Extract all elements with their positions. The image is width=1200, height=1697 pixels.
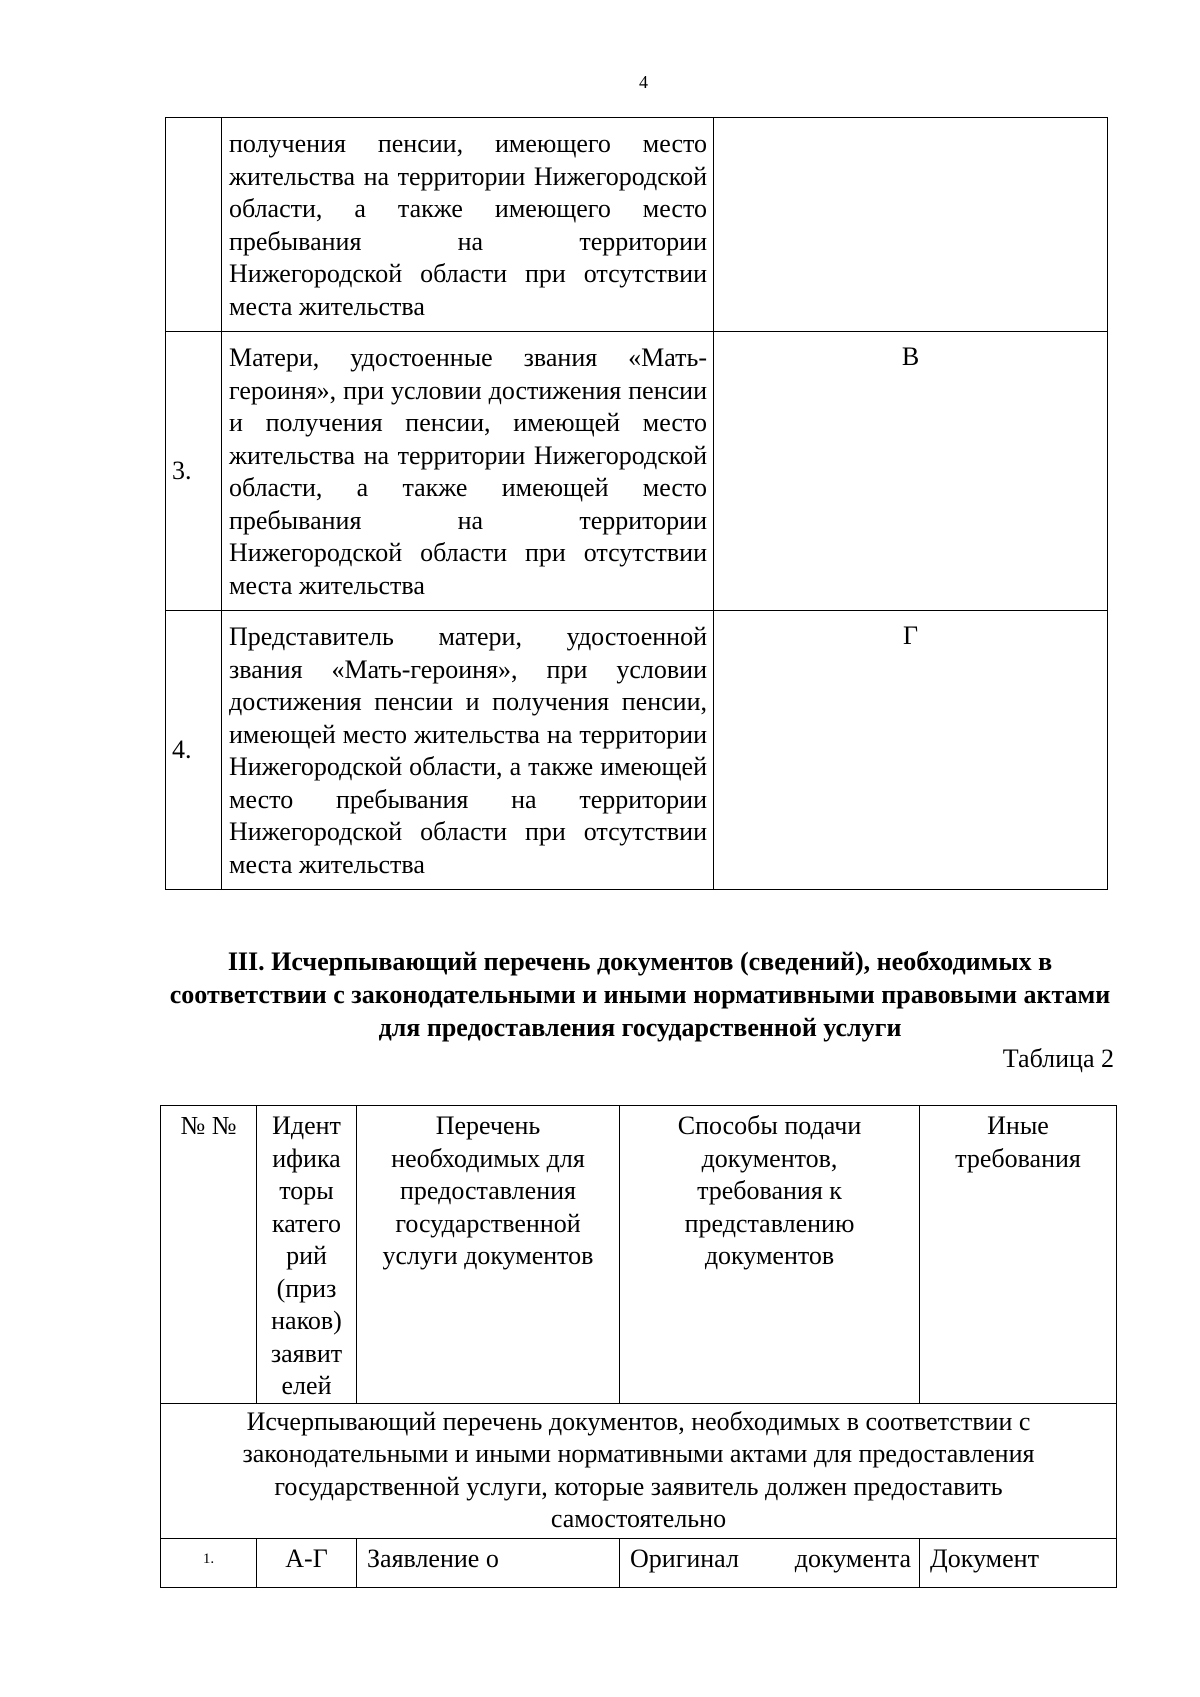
header-other: Иные требования bbox=[920, 1106, 1117, 1404]
table-label: Таблица 2 bbox=[1002, 1044, 1114, 1073]
row-number: 1. bbox=[161, 1538, 257, 1587]
categories-table bbox=[165, 117, 1108, 890]
table-header-row bbox=[161, 1106, 1117, 1404]
header-submission: Способы подачи документов, требования к представлению документов bbox=[620, 1106, 920, 1404]
header-num: № № bbox=[161, 1106, 257, 1404]
header-identifiers: Идент ифика торы катего рий (приз наков) заявит елей bbox=[257, 1106, 357, 1404]
category-code: Г bbox=[714, 611, 1108, 890]
category-description: получения пенсии, имеющего место жительства на территории Нижегородской области, а также имеющего место пребывания на территории Нижегородской области при отсутствии места жительства bbox=[222, 118, 714, 332]
table-row bbox=[166, 332, 1108, 611]
category-code bbox=[714, 118, 1108, 332]
row-other: Документ bbox=[920, 1538, 1117, 1587]
row-number: 3. bbox=[166, 332, 222, 611]
table-row bbox=[166, 611, 1108, 890]
section-heading: III. Исчерпывающий перечень документов (сведений), необходимых в соответствии с законодательными и иными нормативными правовыми актами для предоставления государственной услуги bbox=[169, 947, 1111, 1042]
documents-table bbox=[160, 1105, 1117, 1588]
row-submission: Оригинал документа bbox=[620, 1538, 920, 1587]
category-description: Матери, удостоенные звания «Мать-героиня», при условии достижения пенсии и получения пенсии, имеющей место жительства на территории Нижегородской области, а также имеющей место пребывания на территории Нижегородской области при отсутствии места жительства bbox=[222, 332, 714, 611]
page-number: 4 bbox=[639, 72, 648, 92]
row-identifiers: А-Г bbox=[257, 1538, 357, 1587]
category-description: Представитель матери, удостоенной звания «Мать-героиня», при условии достижения пенсии и получения пенсии, имеющей место жительства на территории Нижегородской области, а также имеющей место пребывания на территории Нижегородской области при отсутствии места жительства bbox=[222, 611, 714, 890]
table-row bbox=[166, 118, 1108, 332]
row-number bbox=[166, 118, 222, 332]
row-number: 4. bbox=[166, 611, 222, 890]
header-documents-list: Перечень необходимых для предоставления государственной услуги документов bbox=[357, 1106, 620, 1404]
category-code: В bbox=[714, 332, 1108, 611]
section-caption: Исчерпывающий перечень документов, необходимых в соответствии с законодательными и иными нормативными актами для предоставления государственной услуги, которые заявитель должен предоставить самостоятельно bbox=[161, 1403, 1117, 1538]
table-row bbox=[161, 1538, 1117, 1587]
row-documents-list: Заявление о bbox=[357, 1538, 620, 1587]
table-section-row bbox=[161, 1403, 1117, 1538]
